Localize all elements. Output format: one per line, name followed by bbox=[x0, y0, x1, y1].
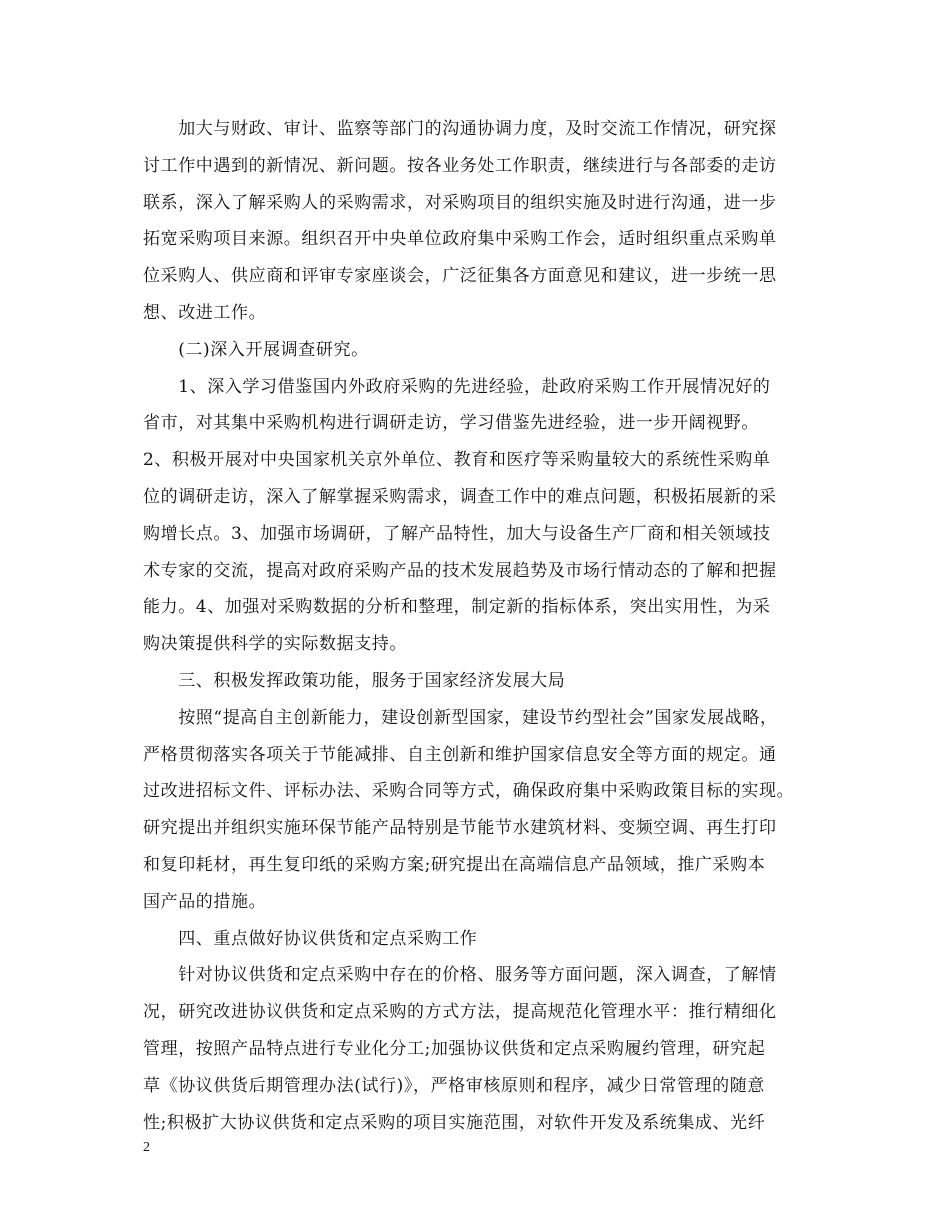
page-number: 2 bbox=[143, 1140, 150, 1155]
text-line: (二)深入开展调查研究。 bbox=[143, 339, 369, 360]
text-line: 位采购人、供应商和评审专家座谈会，广泛征集各方面意见和建议，进一步统一思 bbox=[143, 266, 777, 287]
text-line: 针对协议供货和定点采购中存在的价格、服务等方面问题，深入调查，了解情 bbox=[143, 965, 777, 986]
text-line: 严格贯彻落实各项关于节能减排、自主创新和维护国家信息安全等方面的规定。通 bbox=[143, 744, 777, 765]
text-line: 能力。4、加强对采购数据的分析和整理，制定新的指标体系，突出实用性，为采 bbox=[143, 597, 771, 618]
text-line: 术专家的交流，提高对政府采购产品的技术发展趋势及市场行情动态的了解和把握 bbox=[143, 560, 777, 581]
text-line: 省市，对其集中采购机构进行调研走访，学习借鉴先进经验，进一步开阔视野。 bbox=[143, 413, 759, 434]
text-line: 联系，深入了解采购人的采购需求，对采购项目的组织实施及时进行沟通，进一步 bbox=[143, 192, 777, 213]
text-line: 和复印耗材，再生复印纸的采购方案;研究提出在高端信息产品领域，推广采购本 bbox=[143, 855, 766, 875]
text-line: 位的调研走访，深入了解掌握采购需求，调查工作中的难点问题，积极拓展新的采 bbox=[143, 487, 777, 507]
text-line: 按照“提高自主创新能力，建设创新型国家，建设节约型社会”国家发展战略， bbox=[143, 707, 778, 728]
text-line: 想、改进工作。 bbox=[143, 303, 267, 323]
text-line: 况，研究改进协议供货和定点采购的方式方法，提高规范化管理水平：推行精细化 bbox=[143, 1002, 777, 1023]
text-line: 性;积极扩大协议供货和定点采购的项目实施范围，对软件开发及系统集成、光纤 bbox=[143, 1112, 766, 1133]
text-line: 国产品的措施。 bbox=[143, 891, 267, 912]
text-line: 过改进招标文件、评标办法、采购合同等方式，确保政府集中采购政策目标的实现。 bbox=[143, 781, 795, 802]
text-line: 三、积极发挥政策功能，服务于国家经济发展大局 bbox=[143, 671, 566, 691]
text-line: 四、重点做好协议供货和定点采购工作 bbox=[143, 928, 478, 949]
text-line: 管理，按照产品特点进行专业化分工;加强协议供货和定点采购履约管理，研究起 bbox=[143, 1039, 766, 1059]
text-line: 研究提出并组织实施环保节能产品特别是节能节水建筑材料、变频空调、再生打印 bbox=[143, 818, 777, 839]
text-line: 草《协议供货后期管理办法(试行)》，严格审核原则和程序，减少日常管理的随意 bbox=[143, 1075, 765, 1096]
text-line: 加大与财政、审计、监察等部门的沟通协调力度，及时交流工作情况，研究探 bbox=[143, 119, 777, 139]
text-line: 购增长点。3、加强市场调研，了解产品特性，加大与设备生产厂商和相关领域技 bbox=[143, 523, 771, 544]
text-line: 购决策提供科学的实际数据支持。 bbox=[143, 634, 407, 655]
text-line: 1、深入学习借鉴国内外政府采购的先进经验，赴政府采购工作开展情况好的 bbox=[143, 376, 771, 397]
text-line: 拓宽采购项目来源。组织召开中央单位政府集中采购工作会，适时组织重点采购单 bbox=[143, 229, 777, 250]
text-line: 2、积极开展对中央国家机关京外单位、教育和医疗等采购量较大的系统性采购单 bbox=[143, 450, 771, 471]
text-line: 讨工作中遇到的新情况、新问题。按各业务处工作职责，继续进行与各部委的走访 bbox=[143, 155, 777, 176]
